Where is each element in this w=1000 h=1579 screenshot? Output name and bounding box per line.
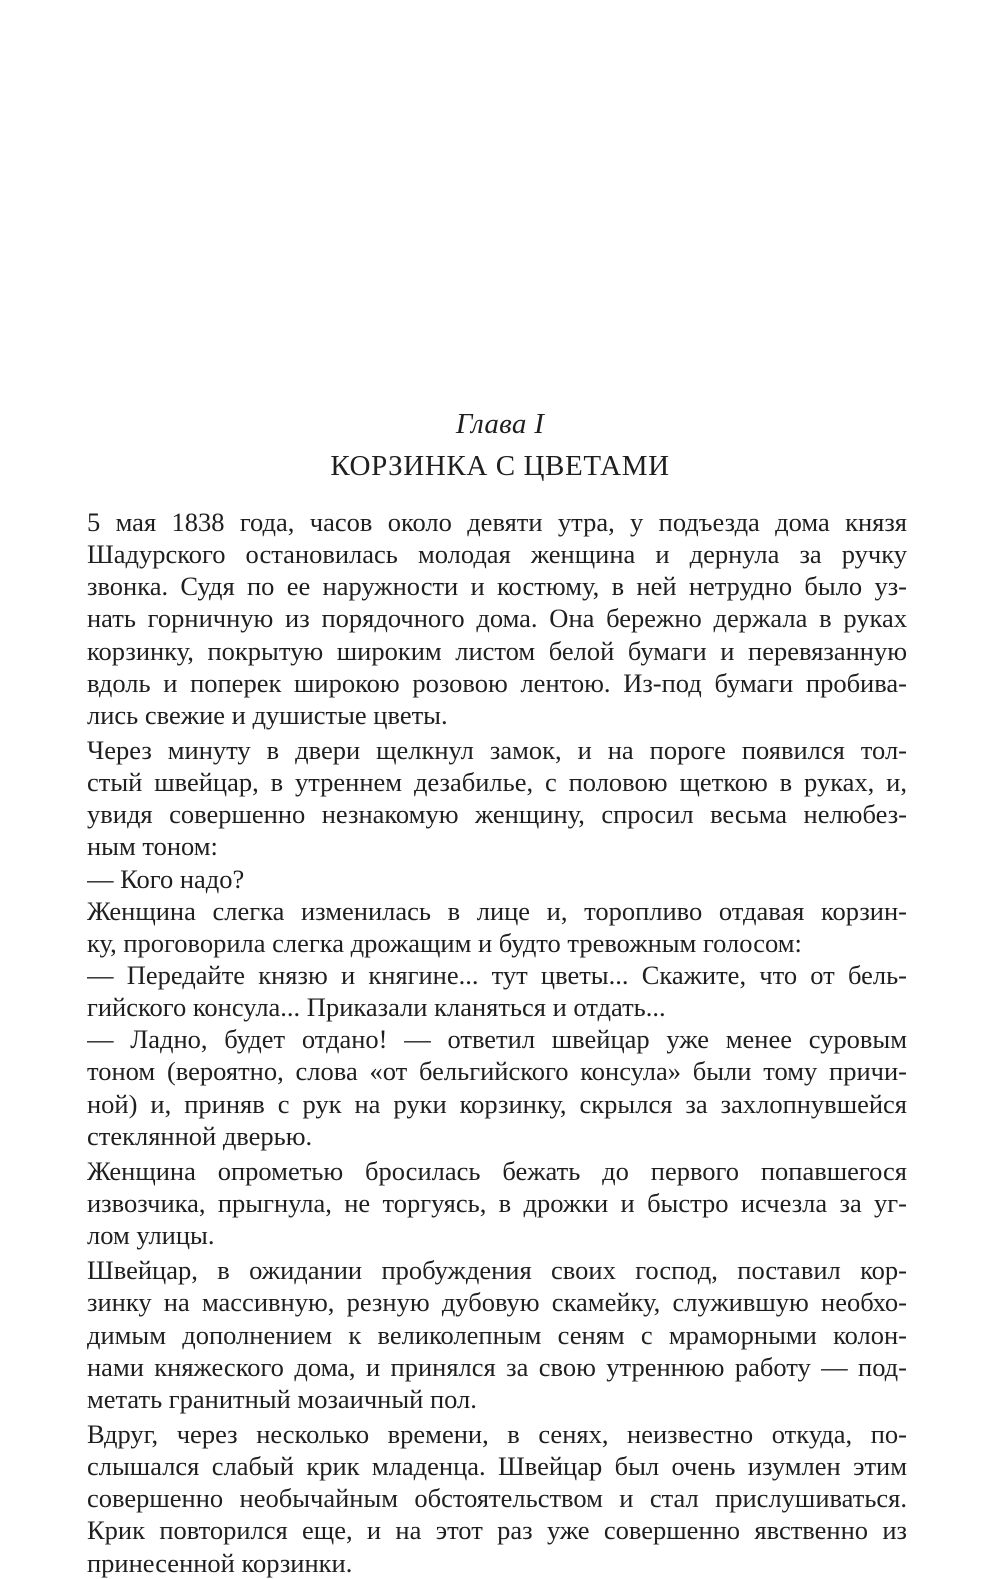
text-line: 5 мая 1838 года, часов около девяти утра, у подъезда дома князя — [87, 507, 907, 537]
text-line: нами княжеского дома, и принялся за свою утреннюю работу — под- — [87, 1351, 907, 1382]
text-line: увидя совершенно незнакомую женщину, спросил весьма нелюбез- — [87, 799, 907, 830]
paragraph — [87, 1254, 907, 1415]
text-line: Вдруг, через несколько времени, в сенях, неизвестно откуда, по- — [87, 1418, 907, 1449]
chapter-label: Глава I — [455, 408, 545, 440]
text-line: стеклянной дверью. — [87, 1120, 313, 1151]
text-line: Крик повторился еще, и на этот раз уже совершенно явственно из — [87, 1515, 907, 1546]
text-line: совершенно необычайным обстоятельством и стал прислушиваться. — [87, 1483, 907, 1514]
paragraph — [87, 734, 907, 863]
chapter-title: КОРЗИНКА С ЦВЕТАМИ — [330, 450, 670, 482]
text-line: тоном (вероятно, слова «от бельгийского консула» были тому причи- — [87, 1056, 907, 1087]
text-line: — Передайте князю и княгине... тут цветы... Скажите, что от бель- — [87, 959, 907, 990]
text-line: — Ладно, будет отдано! — ответил швейцар уже менее суровым — [87, 1024, 907, 1055]
text-line: Женщина слегка изменилась в лице и, торопливо отдавая корзин- — [87, 895, 907, 926]
text-line: метать гранитный мозаичный пол. — [87, 1383, 477, 1414]
text-line: принесенной корзинки. — [87, 1547, 353, 1578]
text-line: гийского консула... Приказали кланяться и отдать... — [87, 992, 666, 1023]
text-line: Шадурского остановилась молодая женщина и дернула за ручку — [87, 539, 907, 570]
text-line: нать горничную из порядочного дома. Она бережно держала в руках — [87, 603, 907, 634]
text-line: вдоль и поперек широкою розовою лентою. Из-под бумаги пробива- — [87, 667, 907, 698]
paragraph — [87, 895, 907, 959]
paragraph — [87, 1155, 907, 1251]
text-line: ной) и, приняв с рук на руки корзинку, скрылся за захлопнувшейся — [87, 1088, 907, 1119]
chapter-text — [87, 506, 907, 1579]
text-line: Через минуту в двери щелкнул замок, и на пороге появился тол- — [87, 734, 907, 765]
paragraph — [87, 1023, 907, 1152]
text-line: звонка. Судя по ее наружности и костюму, в ней нетрудно было уз- — [87, 571, 907, 602]
text-line: ным тоном: — [87, 831, 218, 862]
text-line: лом улицы. — [87, 1220, 215, 1251]
text-line: корзинку, покрытую широким листом белой бумаги и перевязанную — [87, 635, 907, 666]
text-line: слышался слабый крик младенца. Швейцар был очень изумлен этим — [87, 1451, 907, 1482]
paragraph — [87, 959, 907, 1023]
text-line: димым дополнением к великолепным сеням с мраморными колон- — [87, 1319, 907, 1350]
text-line: стый швейцар, в утреннем дезабилье, с половою щеткою в руках, и, — [87, 767, 907, 798]
text-line: лись свежие и душистые цветы. — [87, 699, 448, 730]
paragraph — [87, 506, 907, 731]
text-line: зинку на массивную, резную дубовую скамейку, служившую необхо- — [87, 1287, 907, 1318]
text-line: Швейцар, в ожидании пробуждения своих господ, поставил кор- — [87, 1255, 907, 1286]
paragraph — [87, 863, 907, 895]
text-line: — Кого надо? — [87, 863, 245, 894]
text-line: извозчика, прыгнула, не торгуясь, в дрожки и быстро исчезла за уг- — [87, 1187, 907, 1218]
text-line: Женщина опрометью бросилась бежать до первого попавшегося — [87, 1155, 907, 1186]
paragraph — [87, 1418, 907, 1579]
text-line: ку, проговорила слегка дрожащим и будто тревожным голосом: — [87, 927, 802, 958]
